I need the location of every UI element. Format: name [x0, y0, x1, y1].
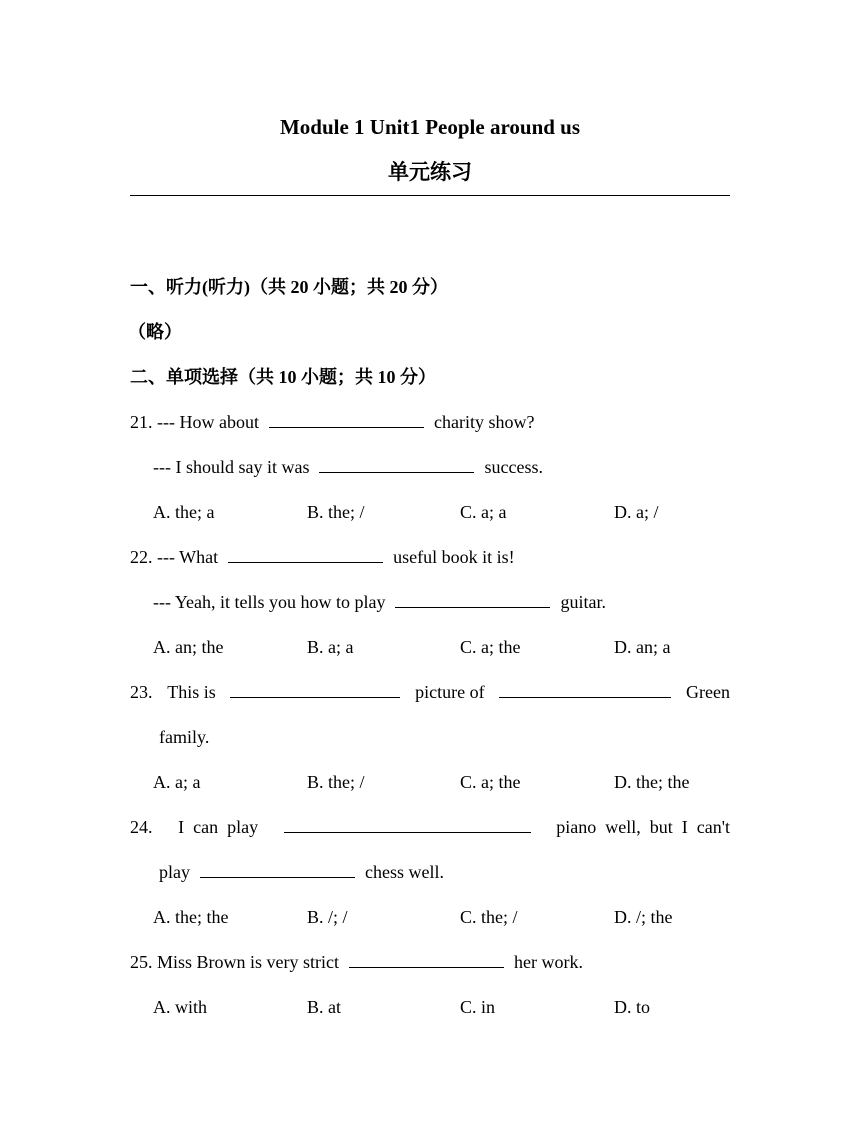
- option-d: D. the; the: [614, 772, 690, 792]
- question-text: useful book it is!: [393, 547, 515, 567]
- question-text: piano well, but I can't: [556, 817, 730, 837]
- title-divider: [130, 195, 730, 196]
- document-subtitle: 单元练习: [388, 160, 472, 184]
- question-text: play: [159, 862, 190, 882]
- answer-blank: [230, 679, 400, 698]
- question-text: chess well.: [365, 862, 444, 882]
- answer-blank: [349, 949, 504, 968]
- answer-blank: [200, 859, 355, 878]
- option-c: C. a; the: [460, 772, 521, 792]
- answer-blank: [269, 409, 424, 428]
- question-text: success.: [484, 457, 543, 477]
- option-a: A. the; a: [153, 502, 215, 522]
- question-text: I can play: [178, 817, 259, 837]
- question-text: guitar.: [560, 592, 606, 612]
- question-text: This is: [167, 682, 216, 702]
- question-text: --- How about: [157, 412, 259, 432]
- option-b: B. /; /: [307, 907, 348, 927]
- question-number: 25.: [130, 952, 153, 972]
- option-c: C. in: [460, 997, 496, 1017]
- document-title: Module 1 Unit1 People around us: [279, 115, 581, 139]
- option-b: B. the; /: [307, 772, 365, 792]
- option-a: A. the; the: [153, 907, 229, 927]
- question-23-line-1: [130, 679, 730, 705]
- option-c: C. a; the: [460, 637, 521, 657]
- question-text: her work.: [514, 952, 583, 972]
- option-d: D. to: [614, 997, 650, 1017]
- option-b: B. at: [307, 997, 341, 1017]
- question-text: --- I should say it was: [153, 457, 310, 477]
- option-b: B. the; /: [307, 502, 365, 522]
- option-a: A. an; the: [153, 637, 224, 657]
- question-number: 21.: [130, 412, 153, 432]
- question-23-line-2: family.: [159, 727, 210, 747]
- listening-section-heading: 一、听力(听力)（共 20 小题；共 20 分）: [130, 277, 448, 297]
- question-text: Green: [686, 682, 730, 702]
- question-21-line-1: [130, 409, 534, 435]
- question-text: --- What: [157, 547, 219, 567]
- question-number: 23.: [130, 682, 153, 702]
- answer-blank: [499, 679, 671, 698]
- answer-blank: [319, 454, 474, 473]
- option-d: D. an; a: [614, 637, 671, 657]
- answer-blank: [395, 589, 550, 608]
- question-text: charity show?: [433, 412, 535, 432]
- question-text: Miss Brown is very strict: [157, 952, 339, 972]
- option-b: B. a; a: [307, 637, 354, 657]
- question-number: 22.: [130, 547, 153, 567]
- question-24-line-2: [159, 859, 444, 885]
- question-25-line-1: [130, 949, 583, 975]
- question-text: picture of: [415, 682, 485, 702]
- question-24-line-1: [130, 814, 730, 840]
- listening-omitted-note: （略）: [128, 322, 182, 342]
- question-number: 24.: [130, 817, 153, 837]
- option-a: A. a; a: [153, 772, 201, 792]
- question-22-line-1: [130, 544, 515, 570]
- option-c: C. a; a: [460, 502, 507, 522]
- option-c: C. the; /: [460, 907, 518, 927]
- option-d: D. a; /: [614, 502, 659, 522]
- answer-blank: [284, 814, 531, 833]
- answer-blank: [228, 544, 383, 563]
- option-d: D. /; the: [614, 907, 673, 927]
- question-21-line-2: [153, 454, 543, 480]
- question-text: --- Yeah, it tells you how to play: [153, 592, 386, 612]
- choice-section-heading: 二、单项选择（共 10 小题；共 10 分）: [130, 367, 436, 387]
- question-22-line-2: [153, 589, 606, 615]
- option-a: A. with: [153, 997, 207, 1017]
